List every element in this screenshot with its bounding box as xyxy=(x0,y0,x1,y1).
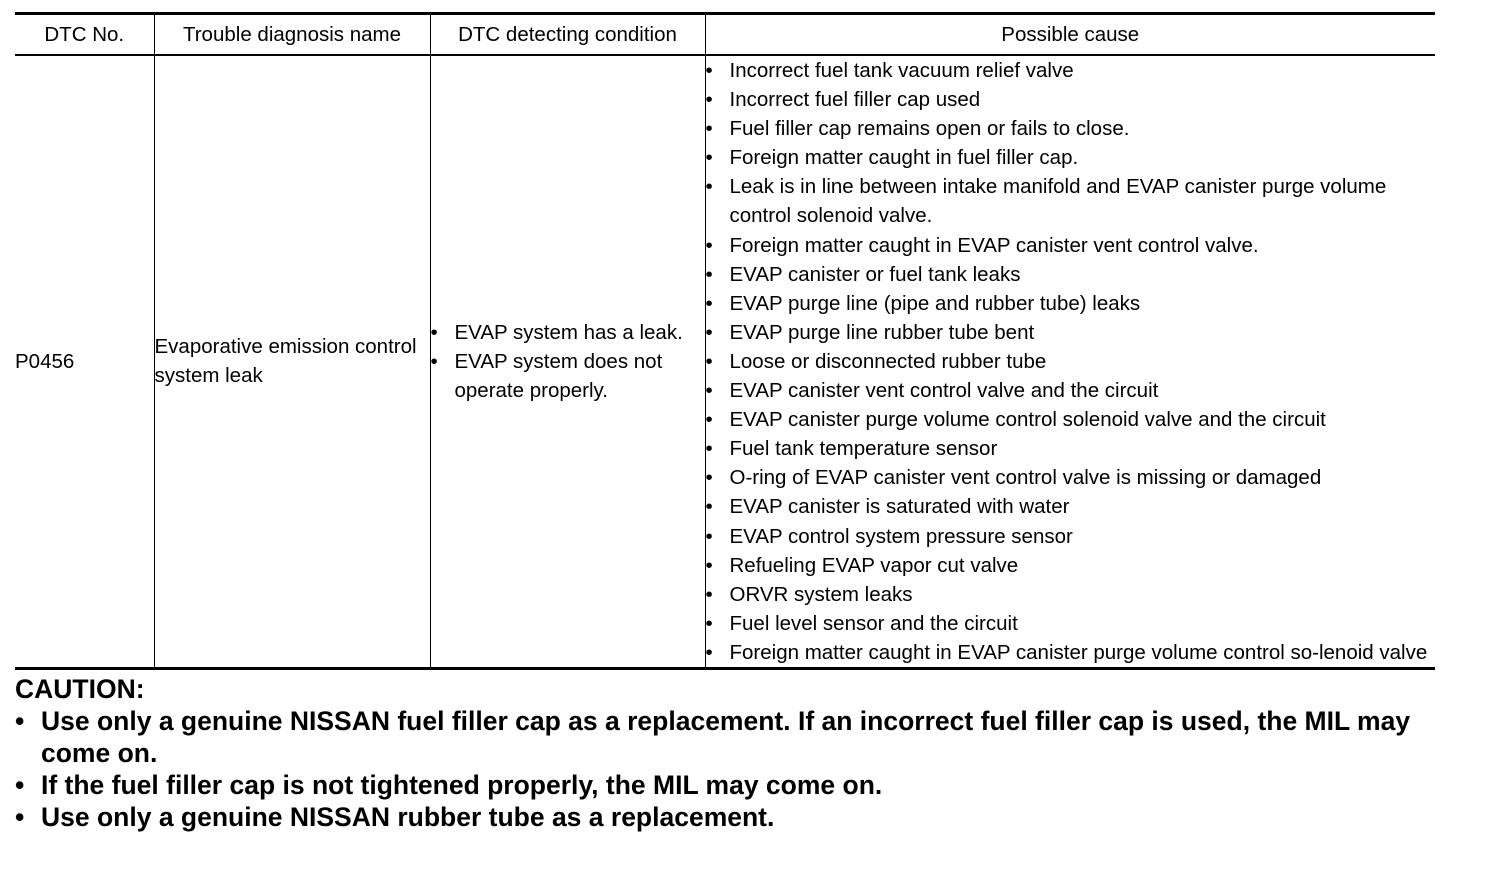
header-dtc-no: DTC No. xyxy=(15,14,154,56)
list-item-text: EVAP purge line (pipe and rubber tube) leaks xyxy=(729,291,1141,315)
bullet-icon: • xyxy=(705,59,713,82)
list-item xyxy=(706,114,1436,143)
bullet-icon: • xyxy=(705,495,713,519)
list-item-text: Foreign matter caught in EVAP canister purge volume control so-lenoid valve xyxy=(729,640,1428,664)
list-item xyxy=(706,463,1436,492)
list-item xyxy=(706,609,1436,638)
bullet-icon: • xyxy=(705,349,713,373)
bullet-icon: • xyxy=(15,801,25,832)
caution-item-text: If the fuel filler cap is not tightened properly, the MIL may come on. xyxy=(41,769,883,800)
caution-item-text: Use only a genuine NISSAN fuel filler cap as a replacement. If an incorrect fuel filler cap is used, the MIL may come on. xyxy=(41,705,1411,768)
bullet-icon: • xyxy=(705,175,713,199)
list-item xyxy=(706,405,1436,434)
possible-cause-list xyxy=(706,56,1436,667)
bullet-icon: • xyxy=(15,705,25,736)
list-item-text: Foreign matter caught in EVAP canister vent control valve. xyxy=(729,233,1259,257)
caution-item xyxy=(15,705,1435,769)
header-trouble-diagnosis-name: Trouble diagnosis name xyxy=(154,14,430,56)
bullet-icon: • xyxy=(705,291,713,315)
cell-trouble-diagnosis-name: Evaporative emission control system leak xyxy=(154,55,430,668)
bullet-icon: • xyxy=(430,320,438,344)
caution-item xyxy=(15,769,1435,801)
bullet-icon: • xyxy=(705,379,713,403)
table-row xyxy=(15,55,1435,668)
list-item xyxy=(706,551,1436,580)
list-item-text: EVAP canister vent control valve and the circuit xyxy=(729,379,1159,403)
list-item xyxy=(431,318,705,347)
list-item xyxy=(706,143,1436,172)
cell-dtc-detecting-condition xyxy=(430,55,705,668)
bullet-icon: • xyxy=(705,320,713,344)
list-item-text: EVAP system has a leak. xyxy=(454,320,683,344)
list-item xyxy=(706,347,1436,376)
bullet-icon: • xyxy=(705,88,713,112)
list-item xyxy=(431,347,705,405)
list-item xyxy=(706,318,1436,347)
list-item xyxy=(706,434,1436,463)
list-item xyxy=(706,85,1436,114)
list-item-text: Fuel tank temperature sensor xyxy=(729,437,998,461)
list-item-text: EVAP purge line rubber tube bent xyxy=(729,320,1035,344)
dtc-table xyxy=(15,12,1435,670)
table-header-row xyxy=(15,14,1435,56)
list-item-text: Refueling EVAP vapor cut valve xyxy=(729,553,1019,577)
caution-item-text: Use only a genuine NISSAN rubber tube as a replacement. xyxy=(41,801,775,832)
document-page xyxy=(15,12,1435,833)
caution-block xyxy=(15,673,1435,833)
bullet-icon: • xyxy=(705,466,713,490)
caution-heading: CAUTION: xyxy=(15,673,145,704)
bullet-icon: • xyxy=(15,769,25,800)
bullet-icon: • xyxy=(705,640,713,664)
caution-item xyxy=(15,801,1435,833)
bullet-icon: • xyxy=(705,233,713,257)
list-item xyxy=(706,260,1436,289)
list-item-text: ORVR system leaks xyxy=(729,582,913,606)
list-item-text: Incorrect fuel tank vacuum relief valve xyxy=(729,59,1074,82)
list-item-text: EVAP control system pressure sensor xyxy=(729,524,1073,548)
bullet-icon: • xyxy=(705,524,713,548)
cell-dtc-no: P0456 xyxy=(15,55,154,668)
bullet-icon: • xyxy=(705,408,713,432)
list-item-text: EVAP canister is saturated with water xyxy=(729,495,1070,519)
list-item-text: Fuel level sensor and the circuit xyxy=(729,611,1018,635)
list-item-text: Leak is in line between intake manifold and EVAP canister purge volume control solenoid valve. xyxy=(729,175,1387,228)
list-item-text: EVAP canister or fuel tank leaks xyxy=(729,262,1021,286)
bullet-icon: • xyxy=(430,349,438,373)
list-item xyxy=(706,376,1436,405)
list-item xyxy=(706,172,1436,230)
list-item xyxy=(706,638,1436,667)
list-item xyxy=(706,231,1436,260)
bullet-icon: • xyxy=(705,146,713,170)
caution-list xyxy=(15,705,1435,833)
list-item-text: Foreign matter caught in fuel filler cap. xyxy=(729,146,1079,170)
cell-possible-cause xyxy=(705,55,1435,668)
header-possible-cause: Possible cause xyxy=(705,14,1435,56)
bullet-icon: • xyxy=(705,611,713,635)
list-item xyxy=(706,580,1436,609)
list-item xyxy=(706,492,1436,521)
list-item-text: Fuel filler cap remains open or fails to close. xyxy=(729,117,1130,141)
list-item xyxy=(706,56,1436,85)
bullet-icon: • xyxy=(705,262,713,286)
detecting-condition-list xyxy=(431,318,705,405)
list-item xyxy=(706,522,1436,551)
list-item xyxy=(706,289,1436,318)
list-item-text: O-ring of EVAP canister vent control valve is missing or damaged xyxy=(729,466,1322,490)
header-dtc-detecting-condition: DTC detecting condition xyxy=(430,14,705,56)
list-item-text: EVAP system does not operate properly. xyxy=(454,349,663,403)
list-item-text: Loose or disconnected rubber tube xyxy=(729,349,1047,373)
bullet-icon: • xyxy=(705,553,713,577)
list-item-text: EVAP canister purge volume control solenoid valve and the circuit xyxy=(729,408,1326,432)
bullet-icon: • xyxy=(705,437,713,461)
list-item-text: Incorrect fuel filler cap used xyxy=(729,88,981,112)
bullet-icon: • xyxy=(705,582,713,606)
bullet-icon: • xyxy=(705,117,713,141)
